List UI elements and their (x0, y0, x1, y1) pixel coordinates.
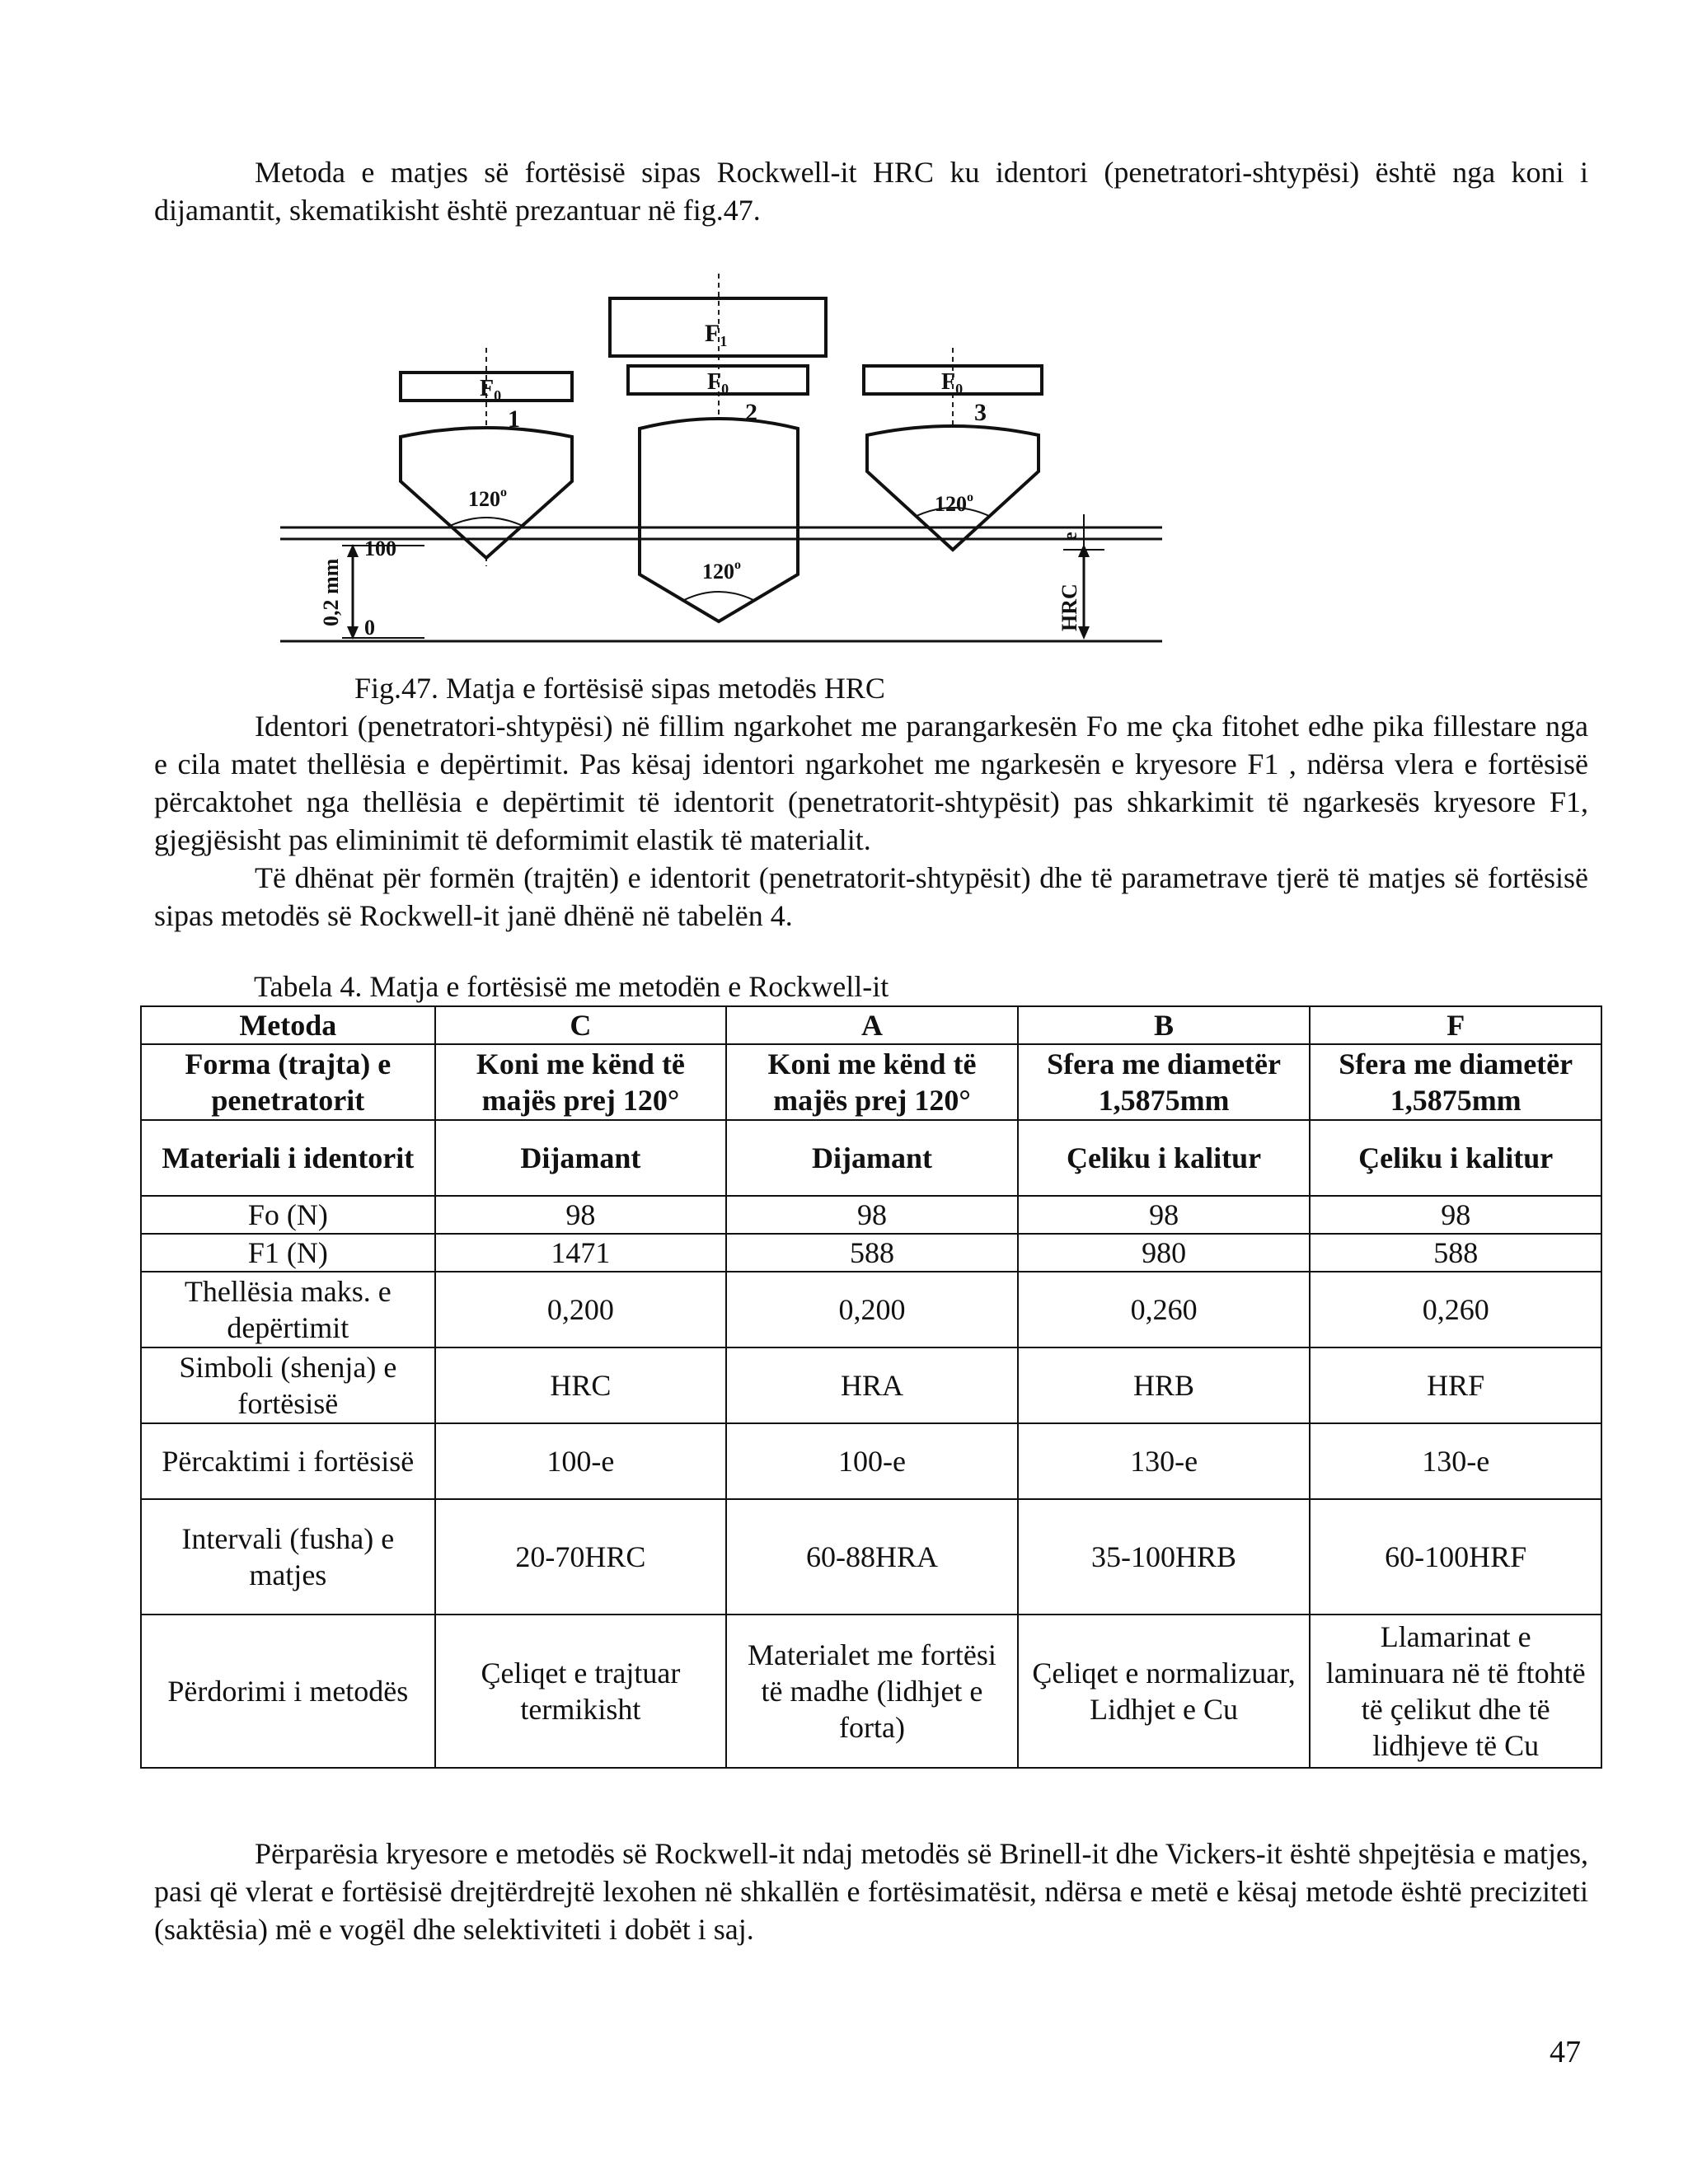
row-label: Intervali (fusha) e matjes (141, 1499, 435, 1615)
table-cell: Koni me kënd të majës prej 120° (435, 1044, 727, 1120)
table-header-row (141, 1006, 1601, 1044)
row-label: F1 (N) (141, 1234, 435, 1272)
table-header-cell: Metoda (141, 1006, 435, 1044)
angle-label-3: 120$^o$ (935, 490, 973, 516)
table-cell: Çeliqet e normalizuar, Lidhjet e Cu (1018, 1615, 1311, 1768)
table-cell: 0,200 (435, 1272, 727, 1347)
table-cell: 588 (726, 1234, 1018, 1272)
table-cell: 98 (435, 1196, 727, 1234)
row-label: Materiali i identorit (141, 1120, 435, 1196)
rockwell-hrc-figure (247, 265, 1187, 668)
table-row (141, 1615, 1601, 1768)
table-row (141, 1347, 1601, 1423)
table-cell: Koni me kënd të majës prej 120° (726, 1044, 1018, 1120)
table-cell: Materialet me fortësi të madhe (lidhjet e forta) (726, 1615, 1018, 1768)
table-cell: Dijamant (435, 1120, 727, 1196)
table-cell: 100-e (726, 1423, 1018, 1499)
table-row (141, 1499, 1601, 1615)
depth-label: 0,2 mm (319, 558, 343, 626)
step-label-3: 3 (974, 399, 987, 426)
table-cell: HRF (1310, 1347, 1601, 1423)
table-cell: 1471 (435, 1234, 727, 1272)
table-header-cell: C (435, 1006, 727, 1044)
table-cell: 100-e (435, 1423, 727, 1499)
table-cell: 98 (726, 1196, 1018, 1234)
rockwell-table (140, 1005, 1602, 1769)
e-label: e (1060, 532, 1081, 541)
table-row (141, 1423, 1601, 1499)
paragraph-3: Përparësia kryesore e metodës së Rockwell-it ndaj metodës së Brinell-it dhe Vickers-it është shpejtësia e matjes, pasi që vlerat e fortësisë drejtërdrejtë lexohen në shkallën e fortësimatësit, ndërsa e metë e kësaj metode është preciziteti (saktësia) më e vogël dhe selektiviteti i dobët i saj. (154, 1837, 1588, 1946)
scale-bottom-label: 0 (364, 616, 375, 640)
table-cell: Çeliku i kalitur (1310, 1120, 1601, 1196)
table-cell: HRA (726, 1347, 1018, 1423)
table-cell: 0,200 (726, 1272, 1018, 1347)
table-caption: Tabela 4. Matja e fortësisë me metodën e Rockwell-it (254, 970, 889, 1003)
force-f0-label-2: $F_0$ (707, 369, 729, 397)
page-number: 47 (1550, 2035, 1581, 2069)
table-cell: Çeliqet e trajtuar termikisht (435, 1615, 727, 1768)
table-row (141, 1272, 1601, 1347)
table-cell: 0,260 (1018, 1272, 1311, 1347)
table-cell: 60-88HRA (726, 1499, 1018, 1615)
hrc-scale-label: HRC (1057, 583, 1081, 631)
table-cell: 588 (1310, 1234, 1601, 1272)
step-label-2: 2 (745, 399, 757, 426)
table-cell: 98 (1018, 1196, 1311, 1234)
table-row (141, 1234, 1601, 1272)
table-cell: 130-e (1310, 1423, 1601, 1499)
table-cell: 980 (1018, 1234, 1311, 1272)
table-cell: HRC (435, 1347, 727, 1423)
table-row (141, 1120, 1601, 1196)
table-header-cell: B (1018, 1006, 1311, 1044)
table-cell: HRB (1018, 1347, 1311, 1423)
table-cell: Sfera me diametër 1,5875mm (1018, 1044, 1311, 1120)
table-cell: 35-100HRB (1018, 1499, 1311, 1615)
table-cell: Sfera me diametër 1,5875mm (1310, 1044, 1601, 1120)
force-f0-label-3: $F_0$ (941, 369, 964, 397)
row-label: Përdorimi i metodës (141, 1615, 435, 1768)
intro-paragraph: Metoda e matjes së fortësisë sipas Rockwell-it HRC ku identori (penetratori-shtypësi) është nga koni i dijamantit, skematikisht është prezantuar në fig.47. (154, 156, 1588, 227)
table-cell: 130-e (1018, 1423, 1311, 1499)
table-cell: 20-70HRC (435, 1499, 727, 1615)
hrc-schematic-diagram (247, 265, 1187, 668)
force-f0-label-1: $F_0$ (480, 376, 502, 404)
table-cell: 0,260 (1310, 1272, 1601, 1347)
table-cell: Llamarinat e laminuara në të ftohtë të çelikut dhe të lidhjeve të Cu (1310, 1615, 1601, 1768)
table-cell: 60-100HRF (1310, 1499, 1601, 1615)
paragraph-1: Identori (penetratori-shtypësi) në fillim ngarkohet me parangarkesën Fo me çka fitohet edhe pika fillestare nga e cila matet thellësia e depërtimit. Pas kësaj identori ngarkohet me ngarkesën e kryesore F1 , ndërsa vlera e fortësisë përcaktohet nga thellësia e depërtimit të identorit (penetratorit-shtypësit) pas shkarkimit të ngarkesës kryesore F1, gjegjësisht pas eliminimit të deformimit elastik të materialit. (154, 710, 1588, 856)
table-cell: Dijamant (726, 1120, 1018, 1196)
table-row (141, 1196, 1601, 1234)
figure-caption: Fig.47. Matja e fortësisë sipas metodës HRC (354, 672, 885, 705)
scale-top-label: 100 (364, 537, 396, 560)
row-label: Simboli (shenja) e fortësisë (141, 1347, 435, 1423)
angle-label-1: 120$^o$ (468, 485, 507, 511)
table-cell: 98 (1310, 1196, 1601, 1234)
angle-label-2: 120$^o$ (702, 558, 741, 583)
row-label: Thellësia maks. e depërtimit (141, 1272, 435, 1347)
table-row (141, 1044, 1601, 1120)
row-label: Fo (N) (141, 1196, 435, 1234)
table-cell: Çeliku i kalitur (1018, 1120, 1311, 1196)
row-label: Përcaktimi i fortësisë (141, 1423, 435, 1499)
paragraph-2: Të dhënat për formën (trajtën) e identorit (penetratorit-shtypësit) dhe të parametrave tjerë të matjes së fortësisë sipas metodës së Rockwell-it janë dhënë në tabelën 4. (154, 861, 1588, 932)
row-label: Forma (trajta) e penetratorit (141, 1044, 435, 1120)
table-header-cell: A (726, 1006, 1018, 1044)
table-header-cell: F (1310, 1006, 1601, 1044)
step-label-1: 1 (508, 405, 520, 433)
force-f1-label: $F_1$ (705, 320, 728, 349)
